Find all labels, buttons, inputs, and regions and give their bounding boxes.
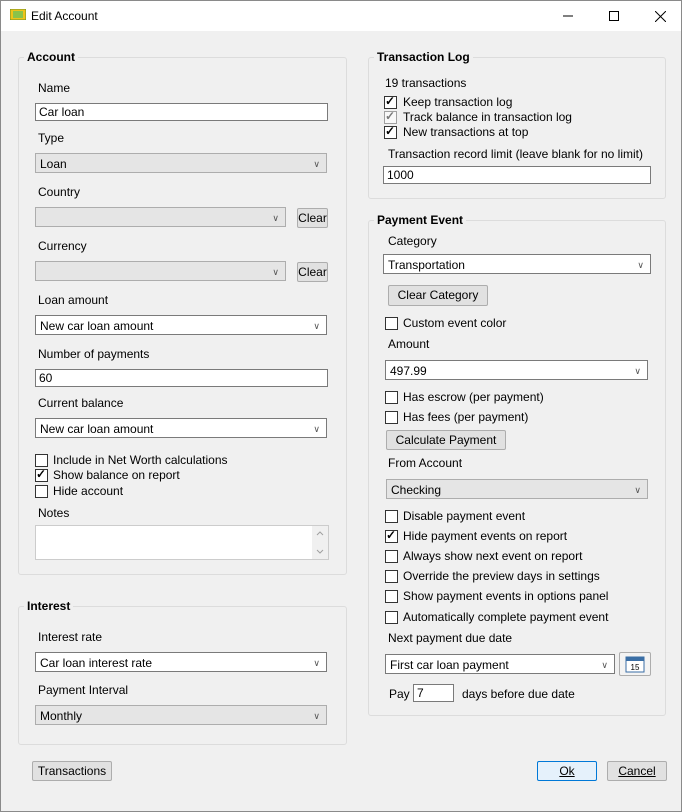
name-input[interactable]: Car loan — [35, 103, 328, 121]
days-before-label: days before due date — [462, 687, 575, 701]
override-preview-label: Override the preview days in settings — [403, 569, 600, 583]
show-balance-label: Show balance on report — [53, 468, 180, 482]
chevron-down-icon: ∨ — [313, 159, 320, 169]
chevron-down-icon: ∨ — [601, 660, 608, 670]
type-select[interactable] — [35, 153, 327, 173]
clear-category-button[interactable]: Clear Category — [388, 285, 488, 306]
payment-event-group-title: Payment Event — [374, 213, 466, 227]
currency-label: Currency — [38, 239, 87, 253]
next-due-value: First car loan payment — [390, 658, 509, 672]
num-payments-label: Number of payments — [38, 347, 150, 361]
chevron-down-icon: ∨ — [272, 213, 279, 223]
has-fees-label: Has fees (per payment) — [403, 410, 529, 424]
track-balance-label: Track balance in transaction log — [403, 110, 572, 124]
calendar-button[interactable] — [619, 652, 651, 676]
country-label: Country — [38, 185, 81, 199]
always-show-next-checkbox[interactable] — [385, 550, 398, 563]
has-escrow-checkbox[interactable] — [385, 391, 398, 404]
close-button[interactable] — [637, 1, 682, 31]
payment-interval-value: Monthly — [40, 709, 83, 723]
hide-account-checkbox[interactable] — [35, 485, 48, 498]
auto-complete-label: Automatically complete payment event — [403, 610, 609, 624]
loan-amount-value: New car loan amount — [40, 319, 154, 333]
has-escrow-label: Has escrow (per payment) — [403, 390, 544, 404]
disable-event-label: Disable payment event — [403, 509, 526, 523]
transactions-button[interactable]: Transactions — [32, 761, 112, 781]
chevron-down-icon: ∨ — [272, 267, 279, 277]
auto-complete-checkbox[interactable] — [385, 611, 398, 624]
interest-rate-label: Interest rate — [38, 630, 103, 644]
from-account-value: Checking — [391, 483, 442, 497]
chevron-down-icon: ∨ — [313, 658, 320, 668]
current-balance-select[interactable] — [35, 418, 327, 438]
chevron-down-icon: ∨ — [634, 485, 641, 495]
include-net-worth-label: Include in Net Worth calculations — [53, 453, 228, 467]
amount-select[interactable] — [385, 360, 648, 380]
amount-value: 497.99 — [390, 364, 427, 378]
new-at-top-checkbox[interactable] — [384, 126, 397, 139]
next-due-select[interactable] — [385, 654, 615, 674]
loan-amount-label: Loan amount — [38, 293, 109, 307]
new-at-top-label: New transactions at top — [403, 125, 529, 139]
notes-scrollbar[interactable] — [312, 526, 328, 559]
clear-currency-button[interactable]: Clear — [297, 262, 328, 282]
keep-log-checkbox[interactable] — [384, 96, 397, 109]
country-select[interactable] — [35, 207, 286, 227]
name-label: Name — [38, 81, 71, 95]
record-limit-label: Transaction record limit (leave blank for no limit) — [388, 147, 643, 161]
interest-group-title: Interest — [24, 599, 73, 613]
ok-button-label: Ok — [559, 764, 575, 778]
chevron-down-icon: ∨ — [637, 260, 644, 270]
current-balance-label: Current balance — [38, 396, 124, 410]
pay-days-input[interactable]: 7 — [413, 684, 454, 702]
amount-label: Amount — [388, 337, 430, 351]
hide-account-label: Hide account — [53, 484, 124, 498]
interest-rate-value: Car loan interest rate — [40, 656, 153, 670]
notes-label: Notes — [38, 506, 70, 520]
transaction-log-group-title: Transaction Log — [374, 50, 473, 64]
chevron-down-icon: ∨ — [313, 424, 320, 434]
payment-interval-select[interactable] — [35, 705, 327, 725]
record-limit-input[interactable]: 1000 — [383, 166, 651, 184]
notes-textarea[interactable] — [35, 525, 329, 560]
cancel-button[interactable] — [607, 761, 667, 781]
always-show-next-label: Always show next event on report — [403, 549, 583, 563]
cancel-button-label: Cancel — [618, 764, 656, 778]
loan-amount-select[interactable] — [35, 315, 327, 335]
chevron-down-icon: ∨ — [313, 711, 320, 721]
ok-button[interactable] — [537, 761, 597, 781]
calendar-day: 15 — [630, 663, 640, 672]
account-group-title: Account — [24, 50, 78, 64]
category-label: Category — [388, 234, 437, 248]
include-net-worth-checkbox[interactable] — [35, 454, 48, 467]
maximize-button[interactable] — [591, 1, 637, 31]
chevron-down-icon: ∨ — [634, 366, 641, 376]
keep-log-label: Keep transaction log — [403, 95, 513, 109]
custom-color-checkbox[interactable] — [385, 317, 398, 330]
chevron-down-icon: ∨ — [313, 321, 320, 331]
clear-country-button[interactable]: Clear — [297, 208, 328, 228]
disable-event-checkbox[interactable] — [385, 510, 398, 523]
app-money-icon — [10, 9, 26, 20]
window-title: Edit Account — [31, 9, 98, 23]
minimize-icon — [563, 11, 573, 21]
calculate-payment-button[interactable]: Calculate Payment — [386, 430, 506, 450]
show-balance-checkbox[interactable] — [35, 469, 48, 482]
interest-rate-select[interactable] — [35, 652, 327, 672]
current-balance-value: New car loan amount — [40, 422, 154, 436]
type-label: Type — [38, 131, 65, 145]
track-balance-checkbox[interactable] — [384, 111, 397, 124]
category-select[interactable] — [383, 254, 651, 274]
currency-select[interactable] — [35, 261, 286, 281]
type-select-value: Loan — [40, 157, 67, 171]
hide-events-label: Hide payment events on report — [403, 529, 568, 543]
scroll-arrows-icon — [312, 526, 328, 559]
next-due-label: Next payment due date — [388, 631, 513, 645]
hide-events-checkbox[interactable] — [385, 530, 398, 543]
override-preview-checkbox[interactable] — [385, 570, 398, 583]
category-value: Transportation — [388, 258, 465, 272]
show-in-options-label: Show payment events in options panel — [403, 589, 609, 603]
from-account-select[interactable] — [386, 479, 648, 499]
minimize-button[interactable] — [545, 1, 591, 31]
custom-color-label: Custom event color — [403, 316, 507, 330]
calendar-icon — [625, 655, 645, 673]
num-payments-input[interactable]: 60 — [35, 369, 328, 387]
transaction-count: 19 transactions — [385, 76, 467, 90]
pay-label: Pay — [389, 687, 410, 701]
close-icon — [655, 11, 666, 22]
payment-interval-label: Payment Interval — [38, 683, 129, 697]
title-bar — [1, 1, 681, 31]
has-fees-checkbox[interactable] — [385, 411, 398, 424]
show-in-options-checkbox[interactable] — [385, 590, 398, 603]
maximize-icon — [609, 11, 619, 21]
from-account-label: From Account — [388, 456, 463, 470]
